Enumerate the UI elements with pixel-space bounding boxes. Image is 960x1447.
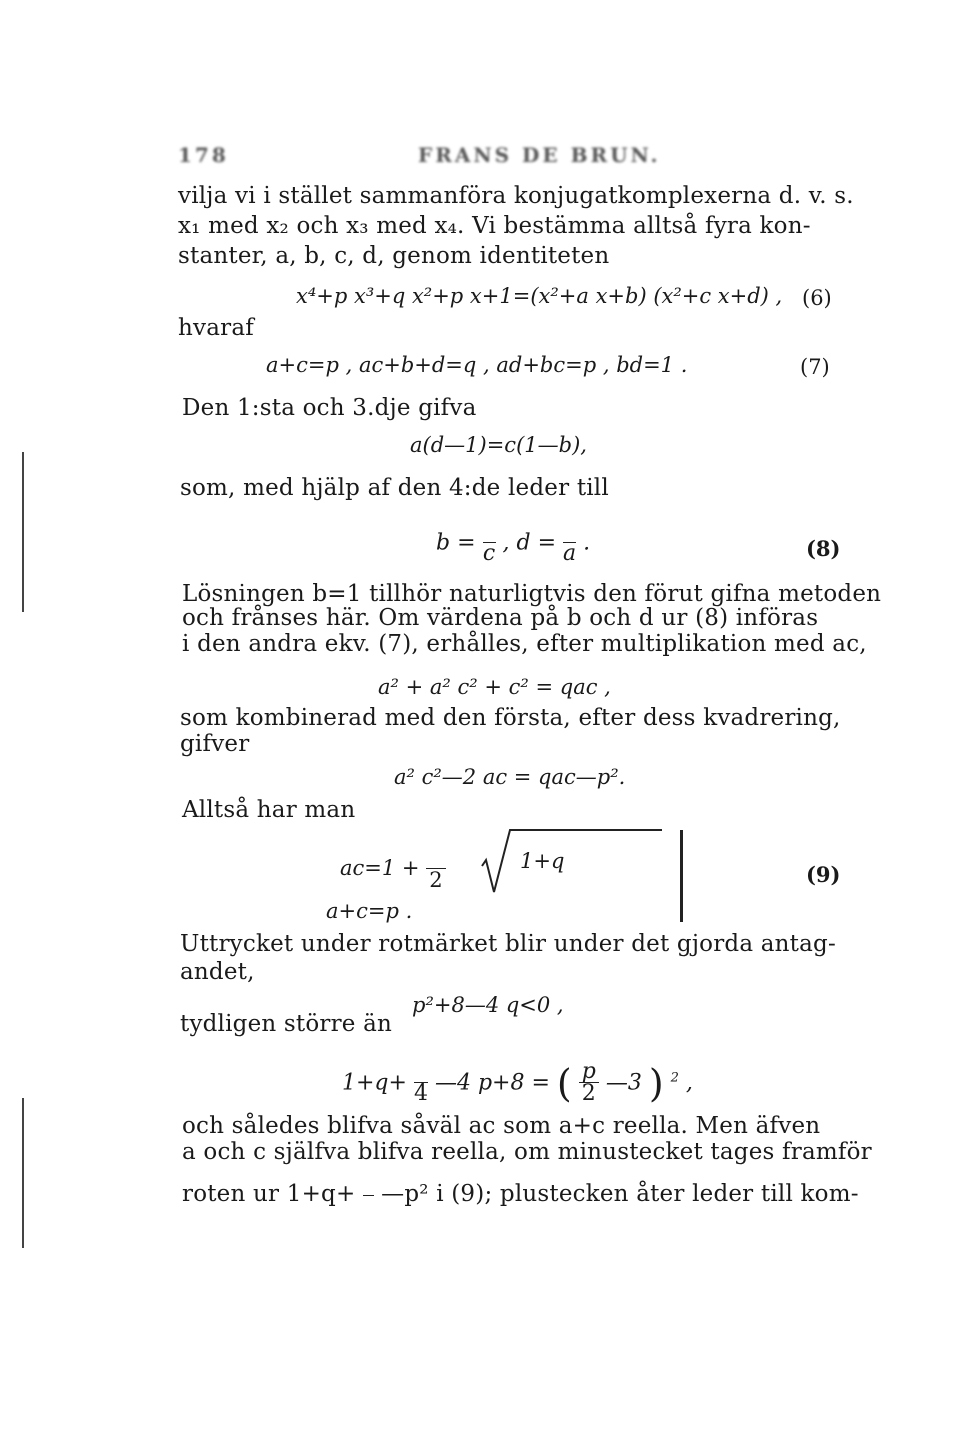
text-line xyxy=(182,1180,859,1208)
text-line: som kombinerad med den första, efter dess kvadrering, xyxy=(180,705,841,731)
eq8-d: , d = xyxy=(502,530,557,556)
text-line: Alltså har man xyxy=(182,797,356,823)
text-line: Lösningen b=1 tillhör naturligtvis den förut gifna metoden xyxy=(182,581,882,607)
fraction-denominator: 2 xyxy=(429,868,443,892)
fraction xyxy=(426,848,445,891)
eq9-ap: a+c=p . xyxy=(326,899,413,923)
fraction-denominator: 2 xyxy=(581,1081,596,1106)
eq-big-end: , xyxy=(685,1070,693,1096)
eq8-b: b = xyxy=(436,530,476,556)
paren-close: ) xyxy=(648,1061,664,1106)
text-line: Den 1:sta och 3.dje gifva xyxy=(182,395,477,421)
eq9-ac xyxy=(340,848,446,891)
eq-big-mid: —4 p+8 = xyxy=(434,1070,550,1096)
text-line: andet, xyxy=(180,959,255,985)
eq8-end: . xyxy=(583,530,591,556)
text-line: tydligen större än xyxy=(180,1011,393,1037)
running-title: FRANS DE BRUN. xyxy=(418,143,661,167)
equation-number: (8) xyxy=(806,536,841,561)
equation-8 xyxy=(436,522,590,565)
margin-line xyxy=(22,1098,24,1248)
equation-number: (6) xyxy=(802,286,832,310)
fraction-denominator: c xyxy=(482,541,496,566)
equation-p2: p²+8—4 q<0 , xyxy=(412,993,564,1017)
equation-a2c2: a² c²—2 ac = qac—p². xyxy=(394,765,626,789)
text-line: vilja vi i stället sammanföra konjugatkomplexerna d. v. s. xyxy=(178,183,854,209)
radical-sign xyxy=(480,826,680,896)
text-line: Uttrycket under rotmärket blir under det gjorda antag- xyxy=(180,931,836,957)
fraction-numerator: p xyxy=(579,1062,599,1083)
equation-number: (9) xyxy=(806,862,841,887)
eq-big-minus3: —3 xyxy=(605,1070,642,1096)
fraction-denominator: 4 xyxy=(413,1081,428,1106)
text-line: som, med hjälp af den 4:de leder till xyxy=(180,475,609,501)
page-number: 178 xyxy=(178,143,229,167)
paren-open: ( xyxy=(556,1061,572,1106)
fraction xyxy=(579,1059,599,1106)
margin-line xyxy=(22,452,24,612)
fraction xyxy=(483,522,496,565)
text-line: gifver xyxy=(180,731,250,757)
eq-big-left: 1+q+ xyxy=(342,1070,407,1096)
fraction xyxy=(414,1062,428,1105)
text-line: hvaraf xyxy=(178,315,254,341)
equation-7: a+c=p , ac+b+d=q , ad+bc=p , bd=1 . xyxy=(266,353,688,377)
eq9-radicand: 1+q xyxy=(520,849,565,873)
equation-number: (7) xyxy=(800,355,830,379)
equation-a2: a² + a² c² + c² = qac , xyxy=(378,675,611,699)
text-line: och således blifva såväl ac som a+c reella. Men äfven xyxy=(182,1113,821,1139)
fraction-denominator: a xyxy=(563,541,577,566)
text-line: stanter, a, b, c, d, genom identiteten xyxy=(178,243,610,269)
text-line: i den andra ekv. (7), erhålles, efter multiplikation med ac, xyxy=(182,631,867,657)
text-line: a och c själfva blifva reella, om minustecket tages framför xyxy=(182,1139,872,1165)
eq9-ac-text: ac=1 + xyxy=(340,856,420,880)
text-line: och frånses här. Om värdena på b och d ur (8) införas xyxy=(182,605,819,631)
bracket-bar xyxy=(680,830,683,922)
fraction xyxy=(363,1183,374,1208)
fraction xyxy=(563,522,576,565)
exponent: 2 xyxy=(670,1070,679,1086)
equation-ad: a(d—1)=c(1—b), xyxy=(410,433,587,457)
equation-6: x⁴+p x³+q x²+p x+1=(x²+a x+b) (x²+c x+d) , xyxy=(296,284,783,308)
roten-start: roten ur 1+q+ xyxy=(182,1181,356,1207)
text-line: x₁ med x₂ och x₃ med x₄. Vi bestämma alltså fyra kon- xyxy=(178,213,811,239)
roten-tail: —p² i (9); plustecken åter leder till kom- xyxy=(381,1181,859,1207)
equation-big xyxy=(342,1059,693,1106)
